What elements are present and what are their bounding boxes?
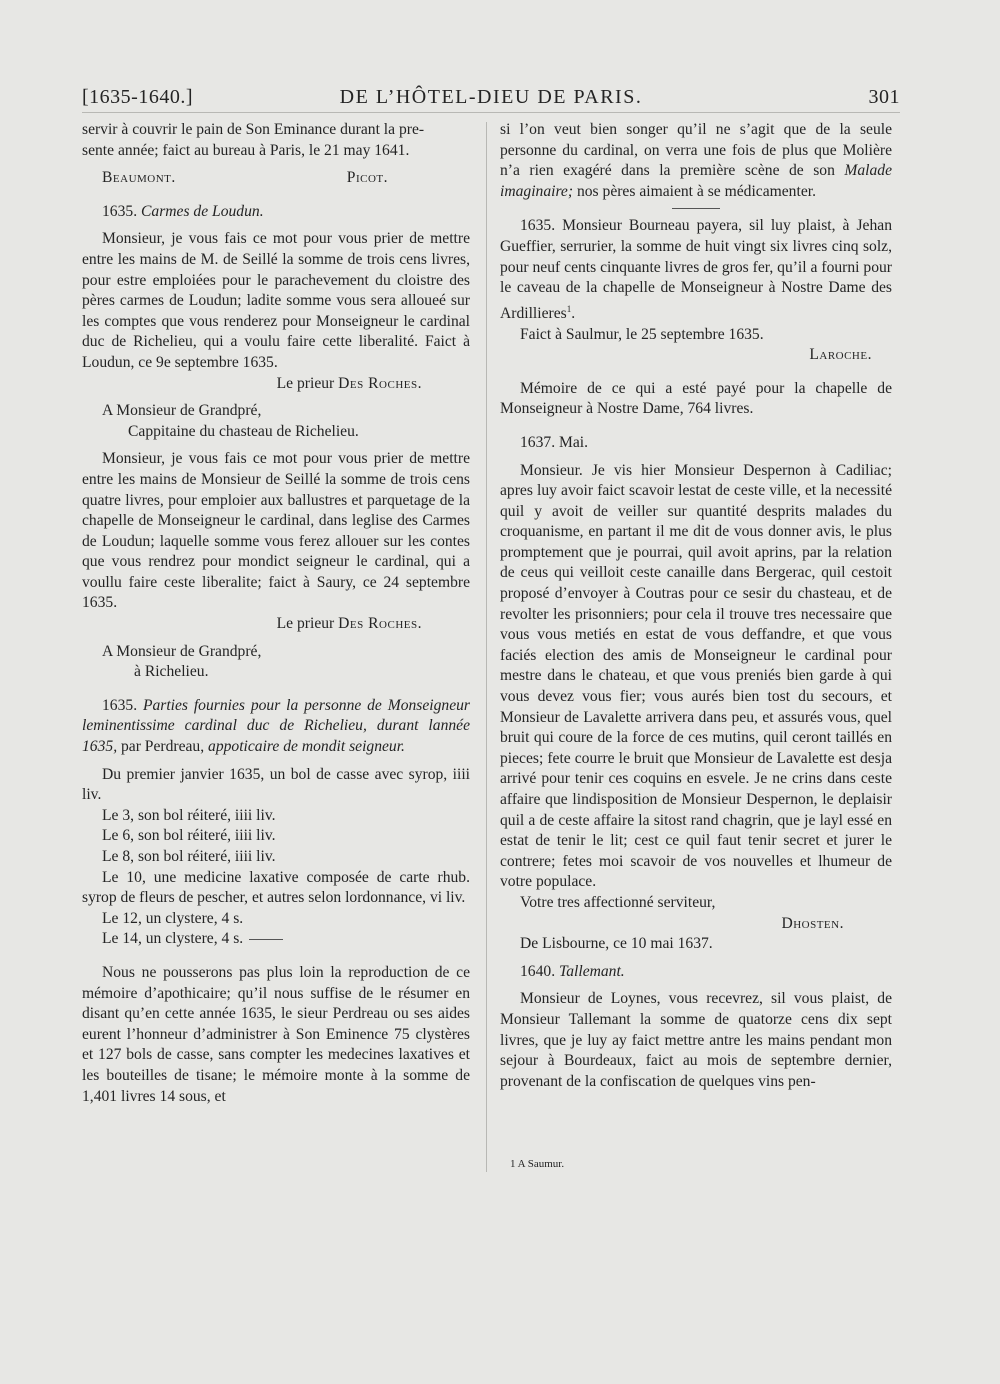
- signature-name: Des Roches.: [338, 615, 422, 633]
- entry-closing-6: Votre tres affectionné serviteur,: [520, 893, 716, 911]
- header-title: DE L’HÔTEL-DIEU DE PARIS.: [339, 86, 643, 108]
- address-1-line-1: A Monsieur de Grandpré,: [102, 402, 262, 420]
- entry-heading-3: [82, 696, 470, 758]
- entry-text: 1635. Monsieur Bourneau payera, sil luy plaist, à Jehan Gueffier, serrurier, la somme de huit vingt six livres cinq solz, pour neuf cents cinquante livres de gros fer, qu’il a fourni pour le caveau de la chapelle de Monseigneur à Nostre Dame des Ardillieres: [500, 217, 892, 322]
- entry-text-2: Monsieur, je vous fais ce mot pour vous prier de mettre entre les mains de Monsieur de Seillé la somme de trois cens quatre livres, pour emploier aux ballustres et parquetage de la chapelle de Monseigneur le cardinal, dans leglise des Carmes de Loudun; laquelle somme vous ferez allouer sur les contes que vous rendrez pour mondict seigneur le cardinal, qui a voullu faire ceste liberalite; faict à Saury, ce 24 septembre 1635.: [82, 450, 470, 612]
- entry-date-6: De Lisbourne, ce 10 mai 1637.: [520, 935, 713, 953]
- address-1-line-2: Cappitaine du chasteau de Richelieu.: [128, 422, 359, 440]
- entry-text-1: Monsieur, je vous fais ce mot pour vous prier de mettre entre les mains de M. de Seillé la somme de trois cens livres, pour estre emploiées pour le parachevement du cloistre des pères carmes de Loudun; ladite somme vous sera alloueé sur les comptes que vous renderez pour Monseigneur le cardinal duc de Richelieu, qui a voulu faire cette liberalité. Faict à Loudun, ce 9e septembre 1635.: [82, 230, 470, 371]
- entry-title: Carmes de Loudun.: [141, 202, 264, 220]
- entry-year: 1640.: [520, 962, 556, 980]
- entry-title-continued: appoticaire de mondit seigneur.: [208, 738, 405, 756]
- entry-text-5: Mémoire de ce qui a esté payé pour la chapelle de Monseigneur à Nostre Dame, 764 livres.: [500, 379, 892, 418]
- entry-heading-1: [82, 202, 470, 223]
- header-date-range: [1635-1640.]: [82, 86, 193, 108]
- list-item: Le 12, un clystere, 4 s.: [102, 909, 244, 927]
- list-item: Du premier janvier 1635, un bol de casse avec syrop, iiii liv.: [82, 765, 470, 804]
- commentary-text-a: si l’on veut bien songer qu’il ne s’agit que de la seule personne du cardinal, on verra une fois de plus que Molière n’a rien exagéré dans la première scène de son: [500, 121, 892, 180]
- entry-title: Parties fournies pour la personne de Monseigneur leminentissime cardinal duc de Richelieu, durant lannée 1635,: [82, 696, 470, 756]
- list-item: Le 6, son bol réiteré, iiii liv.: [102, 827, 276, 845]
- entry-heading-6: 1637. Mai.: [520, 433, 589, 451]
- entry-text-7: Monsieur de Loynes, vous recevrez, sil vous plaist, de Monsieur Tallemant la somme de quatorze cens dix sept livres, que je luy ay faict mettre antre les mains pendant mon sejour à Bourdeaux, faict au mois de septembre dernier, provenant de la confiscation de quelques vins pen-: [500, 990, 892, 1090]
- page-number: 301: [868, 86, 900, 108]
- header-rule: [82, 112, 900, 113]
- entry-title: Tallemant.: [559, 962, 625, 980]
- entry-heading-7: [500, 962, 892, 983]
- footnote: 1 A Saumur.: [510, 1158, 565, 1170]
- running-header: [82, 86, 900, 120]
- signature-laroche: Laroche.: [809, 346, 872, 364]
- signature-dhosten: Dhosten.: [781, 914, 844, 932]
- entry-close-4: Faict à Saulmur, le 25 septembre 1635.: [520, 325, 764, 343]
- entry-year: 1635.: [102, 202, 138, 220]
- list-item-last: [82, 929, 470, 950]
- commentary-continued: [500, 120, 892, 202]
- commentary-text-b: nos pères aimaient à se médicamenter.: [573, 182, 816, 200]
- signature-picot: Picot.: [346, 169, 388, 187]
- left-column: [82, 120, 470, 1107]
- list-item: Le 8, son bol réiteré, iiii liv.: [102, 848, 276, 865]
- entry-signature-1: [82, 374, 470, 395]
- signature-line-1: [82, 168, 470, 189]
- entry-text-6: Monsieur. Je vis hier Monsieur Despernon à Cadiliac; apres luy avoir faict scavoir lestat de ceste ville, et la necessité quil y avoit de veiller sur quantité desprits malades du croquanisme, en partant il me dit de vous donner avis, le plus promptement que je pourrai, quil avoit aprins, par la relation de ceus qui veilloit ceste canaille dans Bergerac, quil cestoit proposé d’envoyer à Coutras pour ce sesir du chasteau, et de revolter les prisonniers; pour cela il trouve tres necessaire que vous vous metiés en estat de vous deffandre, et que vous faciés election des amis de Monseigneur le cardinal pour mestre dans le chateau, et que vous preniés bien garde à qui vous devez vous fier; vous aurés bien tost du secours, et Monsieur de Lavalette arrivera dans peu, et assurés vous, quel bruit qui coure de la force de ces mutins, quil ceront taillés en pieces; fete courre le bruit que Monsieur de Lavalette est desja arrivé pour tenir ces coquins en esvele. Je ne crins dans ceste affaire que lindisposition de Monsieur Despernon, le deplaisir quil a de ceste affaire la sitost rand chagrin, que je layl essé en estat de tenir le lit; cest ce quil faut tenir secret et jurer le contrere; fetes moi scavoir de vos nouvelles et lhumeur de votre populace.: [500, 461, 892, 891]
- signature-prefix: Le prieur: [276, 615, 335, 633]
- commentary: Nous ne pousserons pas plus loin la reproduction de ce mémoire d’apothicaire; qu’il nous suffise de le résumer en disant qu’en cette année 1635, le sieur Perdreau ou ses aides eurent l’honneur d’administrer à Son Eminence 75 clystères et 127 bols de casse, sans compter les medecines laxatives et les bouteilles de tisane; le mémoire monte à la somme de 1,401 livres 14 sous, et: [82, 963, 470, 1105]
- continuation-line-2: sente année; faict au bureau à Paris, le 21 may 1641.: [82, 141, 410, 159]
- address-2-line-2: à Richelieu.: [134, 663, 209, 681]
- entry-year: 1635.: [102, 696, 138, 714]
- entry-author: par Perdreau,: [121, 738, 205, 756]
- list-item: Le 10, une medicine laxative composée de carte rhub. syrop de fleurs de pescher, et autres selon lordonnance, vi liv.: [82, 868, 470, 907]
- address-2-line-1: A Monsieur de Grandpré,: [102, 642, 262, 660]
- list-item: Le 3, son bol réiteré, iiii liv.: [102, 806, 276, 824]
- signature-name: Des Roches.: [338, 374, 422, 392]
- column-divider: [486, 122, 487, 1172]
- entry-signature-2: [82, 614, 470, 635]
- signature-prefix: Le prieur: [276, 374, 335, 392]
- play-title: Malade imaginaire;: [500, 162, 892, 200]
- list-item-text: Le 14, un clystere, 4 s.: [102, 930, 244, 948]
- section-separator: [672, 208, 720, 209]
- end-rule: [249, 939, 283, 940]
- right-column: [500, 120, 892, 1092]
- entry-text-4: 1635. Monsieur Bourneau payera, sil luy plaist, à Jehan Gueffier, serrurier, la somme de huit vingt six livres cinq solz, pour neuf cents cinquante livres de gros fer, qu’il a fourni pour le caveau de la chapelle de Monseigneur à Nostre Dame des Ardillieres$^1$.: [500, 217, 892, 322]
- continuation-line-1: servir à couvrir le pain de Son Eminance durant la pre-: [82, 121, 425, 138]
- signature-beaumont: Beaumont.: [102, 169, 176, 187]
- footnote-mark: 1: [566, 303, 572, 314]
